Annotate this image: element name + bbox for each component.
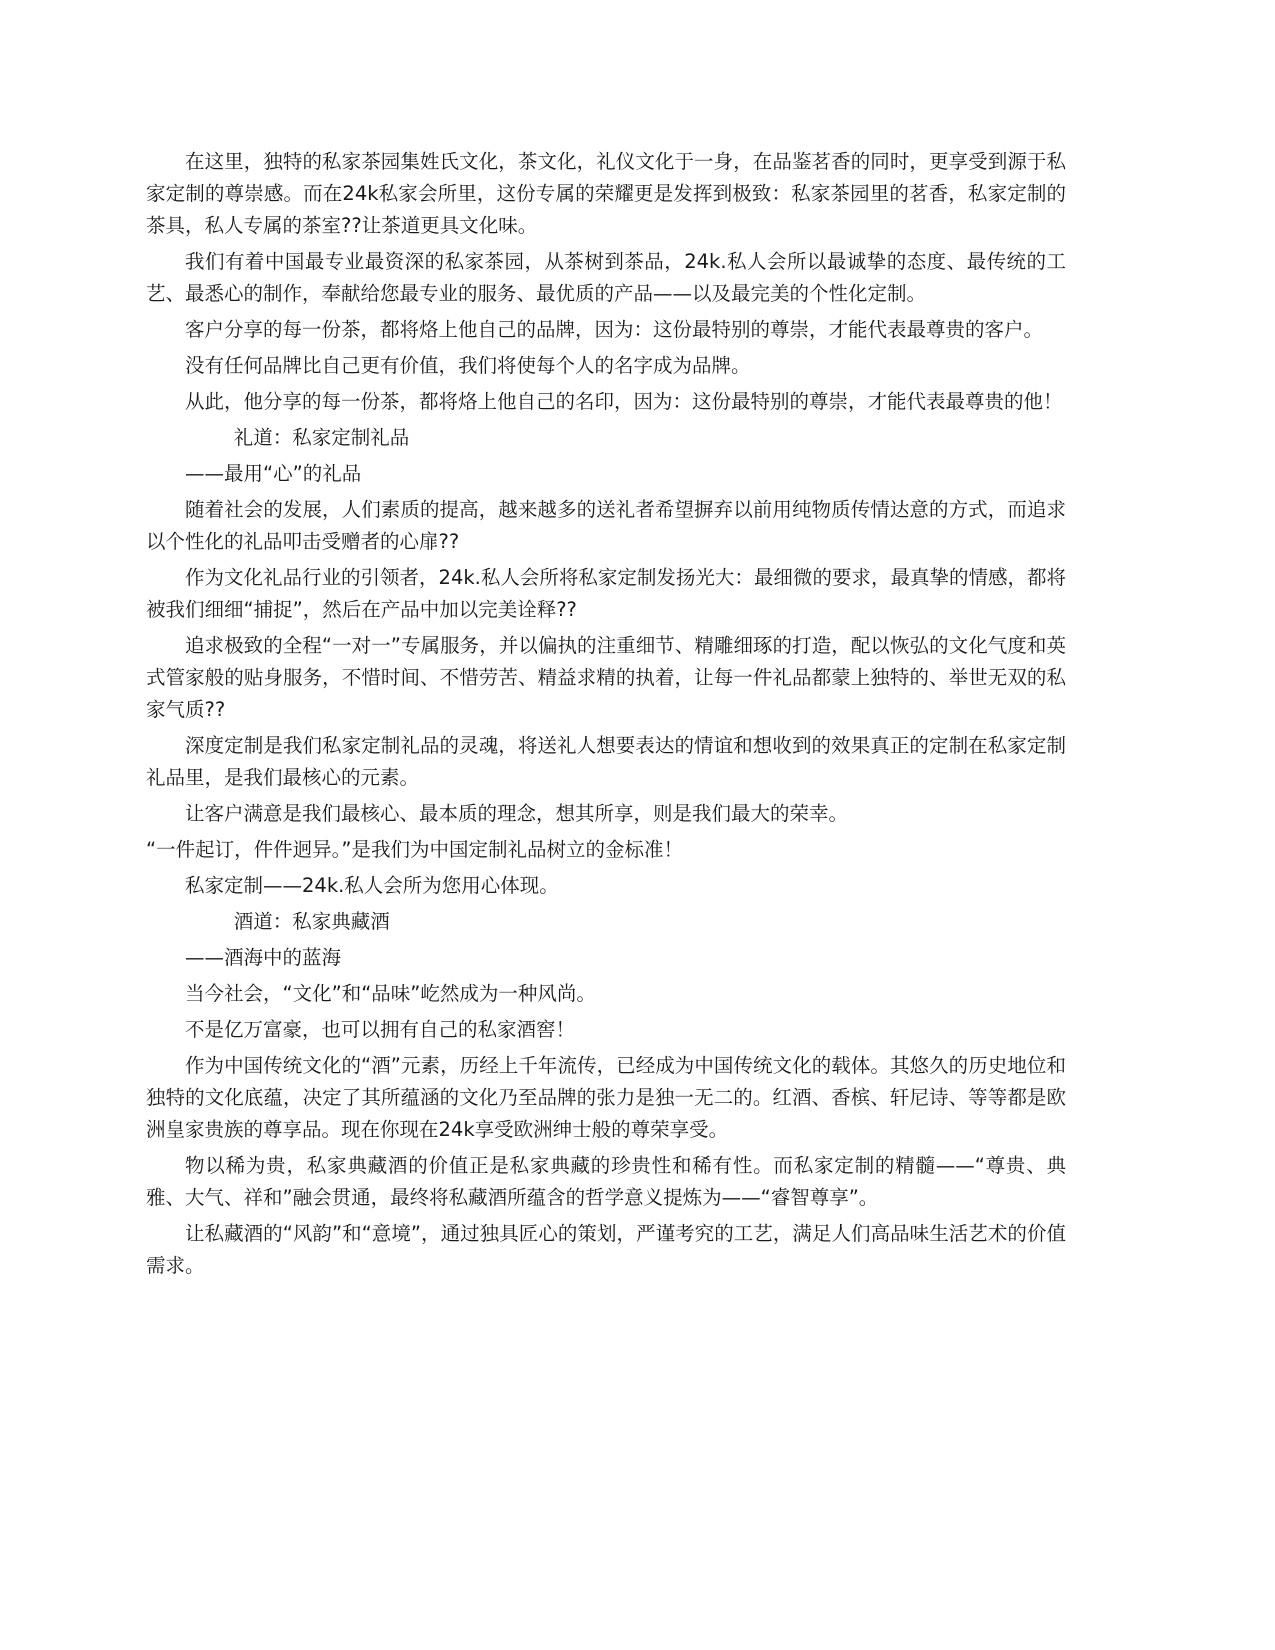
paragraph-wine-culture: 作为中国传统文化的“酒”元素，历经上千年流传，已经成为中国传统文化的载体。其悠久的历史地位和独特的文化底蕴，决定了其所蕴涵的文化乃至品牌的张力是独一无二的。红酒、香槟、轩尼诗、等等都是欧洲皇家贵族的尊享品。现在你现在24k享受欧洲绅士般的尊荣享受。 (146, 1054, 1066, 1141)
paragraph-private-tea-garden: 在这里，独特的私家茶园集姓氏文化，茶文化，礼仪文化于一身，在品鉴茗香的同时，更享受到源于私家定制的尊崇感。而在24k私家会所里，这份专属的荣耀更是发挥到极致：私家茶园里的茗香，私家定制的茶具，私人专属的茶室??让茶道更具文化味。 (146, 150, 1066, 237)
section-heading-wine: 酒道：私家典藏酒 (233, 910, 390, 933)
paragraph-one-on-one-service: 追求极致的全程“一对一”专属服务，并以偏执的注重细节、精雕细琢的打造，配以恢弘的文化气度和英式管家般的贴身服务，不惜时间、不惜劳苦、精益求精的执着，让每一件礼品都蒙上独特的、举世无双的私家气质?? (146, 634, 1066, 721)
paragraph-rarity-value: 物以稀为贵，私家典藏酒的价值正是私家典藏的珍贵性和稀有性。而私家定制的精髓——“尊贵、典雅、大气、祥和”融会贯通，最终将私藏酒所蕴含的哲学意义提炼为——“睿智尊享”。 (146, 1154, 1066, 1209)
paragraph-name-as-brand: 没有任何品牌比自己更有价值，我们将使每个人的名字成为品牌。 (185, 354, 751, 377)
paragraph-gold-standard: “一件起订，件件迥异。”是我们为中国定制礼品树立的金标准！ (146, 838, 683, 861)
paragraph-social-development: 随着社会的发展，人们素质的提高，越来越多的送礼者希望摒弃以前用纯物质传情达意的方式，而追求以个性化的礼品叩击受赠者的心扉?? (146, 498, 1066, 553)
document-page (146, 146, 1066, 1286)
paragraph-culture-taste: 当今社会，“文化”和“品味”屹然成为一种风尚。 (185, 982, 596, 1005)
section-subheading-wine: ——酒海中的蓝海 (185, 946, 342, 969)
section-heading-gift: 礼道：私家定制礼品 (233, 426, 410, 449)
paragraph-private-customization: 私家定制——24k.私人会所为您用心体现。 (185, 874, 559, 897)
paragraph-professional-tea-garden: 我们有着中国最专业最资深的私家茶园，从茶树到茶品，24k.私人会所以最诚挚的态度、最传统的工艺、最悉心的制作，奉献给您最专业的服务、最优质的产品——以及最完美的个性化定制。 (146, 250, 1066, 305)
paragraph-deep-customization: 深度定制是我们私家定制礼品的灵魂，将送礼人想要表达的情谊和想收到的效果真正的定制在私家定制礼品里，是我们最核心的元素。 (146, 734, 1066, 789)
paragraph-charm-artistry: 让私藏酒的“风韵”和“意境”，通过独具匠心的策划，严谨考究的工艺，满足人们高品味生活艺术的价值需求。 (146, 1222, 1066, 1277)
paragraph-industry-leader: 作为文化礼品行业的引领者，24k.私人会所将私家定制发扬光大：最细微的要求，最真挚的情感，都将被我们细细“捕捉”，然后在产品中加以完美诠释?? (146, 566, 1066, 621)
paragraph-name-seal: 从此，他分享的每一份茶，都将烙上他自己的名印，因为：这份最特别的尊崇，才能代表最尊贵的他！ (185, 390, 1063, 413)
paragraph-private-cellar: 不是亿万富豪，也可以拥有自己的私家酒窖！ (185, 1018, 576, 1041)
paragraph-customer-brand: 客户分享的每一份茶，都将烙上他自己的品牌，因为：这份最特别的尊崇，才能代表最尊贵的客户。 (185, 318, 1044, 341)
paragraph-customer-satisfaction: 让客户满意是我们最核心、最本质的理念，想其所享，则是我们最大的荣幸。 (185, 802, 849, 825)
section-subheading-gift: ——最用“心”的礼品 (185, 462, 362, 485)
